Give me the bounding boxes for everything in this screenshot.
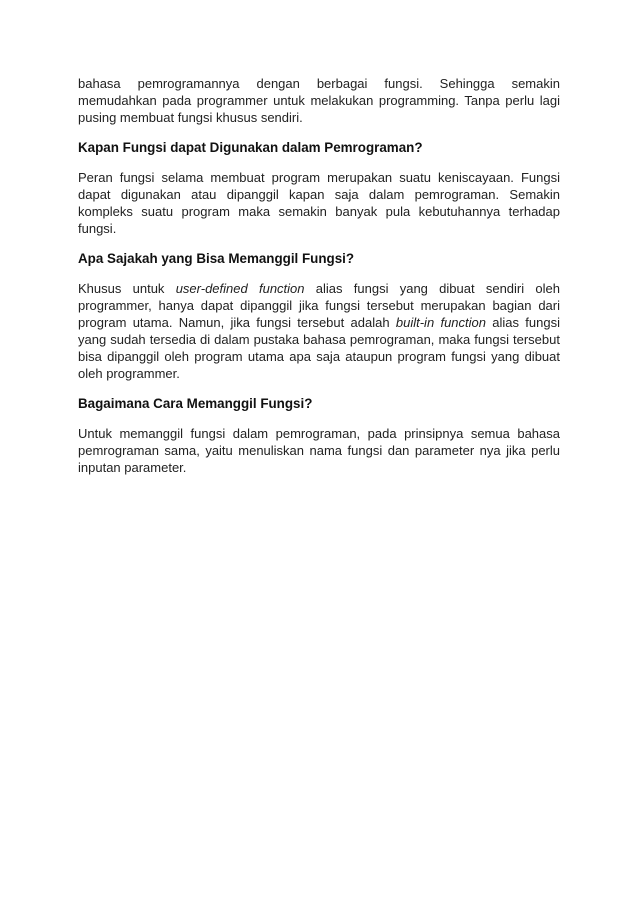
emphasis-built-in-function: built-in function	[395, 315, 486, 330]
heading-apa-sajakah: Apa Sajakah yang Bisa Memanggil Fungsi?	[78, 251, 355, 266]
document-page	[78, 75, 560, 489]
paragraph-peran-fungsi: Peran fungsi selama membuat program merupakan suatu keniscayaan. Fungsi dapat digunakan atau dipanggil kapan saja dalam pemrograman. Semakin kompleks suatu program maka semakin banyak pula kebutuhannya terhadap fungsi.	[78, 170, 560, 236]
heading-kapan-fungsi: Kapan Fungsi dapat Digunakan dalam Pemrograman?	[78, 140, 423, 155]
paragraph-text: Khusus untuk	[78, 281, 176, 296]
paragraph-untuk-memanggil: Untuk memanggil fungsi dalam pemrograman, pada prinsipnya semua bahasa pemrograman sama, yaitu menuliskan nama fungsi dan parameter nya jika perlu inputan parameter.	[78, 426, 560, 475]
paragraph-text: alias fungsi yang sudah tersedia di dalam pustaka bahasa pemrograman, maka fungsi tersebut bisa dipanggil oleh program utama apa saja ataupun program fungsi yang dibuat oleh programmer.	[78, 315, 560, 381]
paragraph-intro: bahasa pemrogramannya dengan berbagai fungsi. Sehingga semakin memudahkan pada programmer untuk melakukan programming. Tanpa perlu lagi pusing membuat fungsi khusus sendiri.	[78, 76, 560, 125]
heading-bagaimana-cara: Bagaimana Cara Memanggil Fungsi?	[78, 396, 313, 411]
emphasis-user-defined-function: user-defined function	[175, 281, 305, 296]
paragraph-khusus	[78, 280, 560, 382]
paragraph-text: alias fungsi yang dibuat sendiri oleh programmer, hanya dapat dipanggil jika fungsi tersebut merupakan bagian dari program utama. Namun, jika fungsi tersebut adalah	[78, 281, 560, 330]
